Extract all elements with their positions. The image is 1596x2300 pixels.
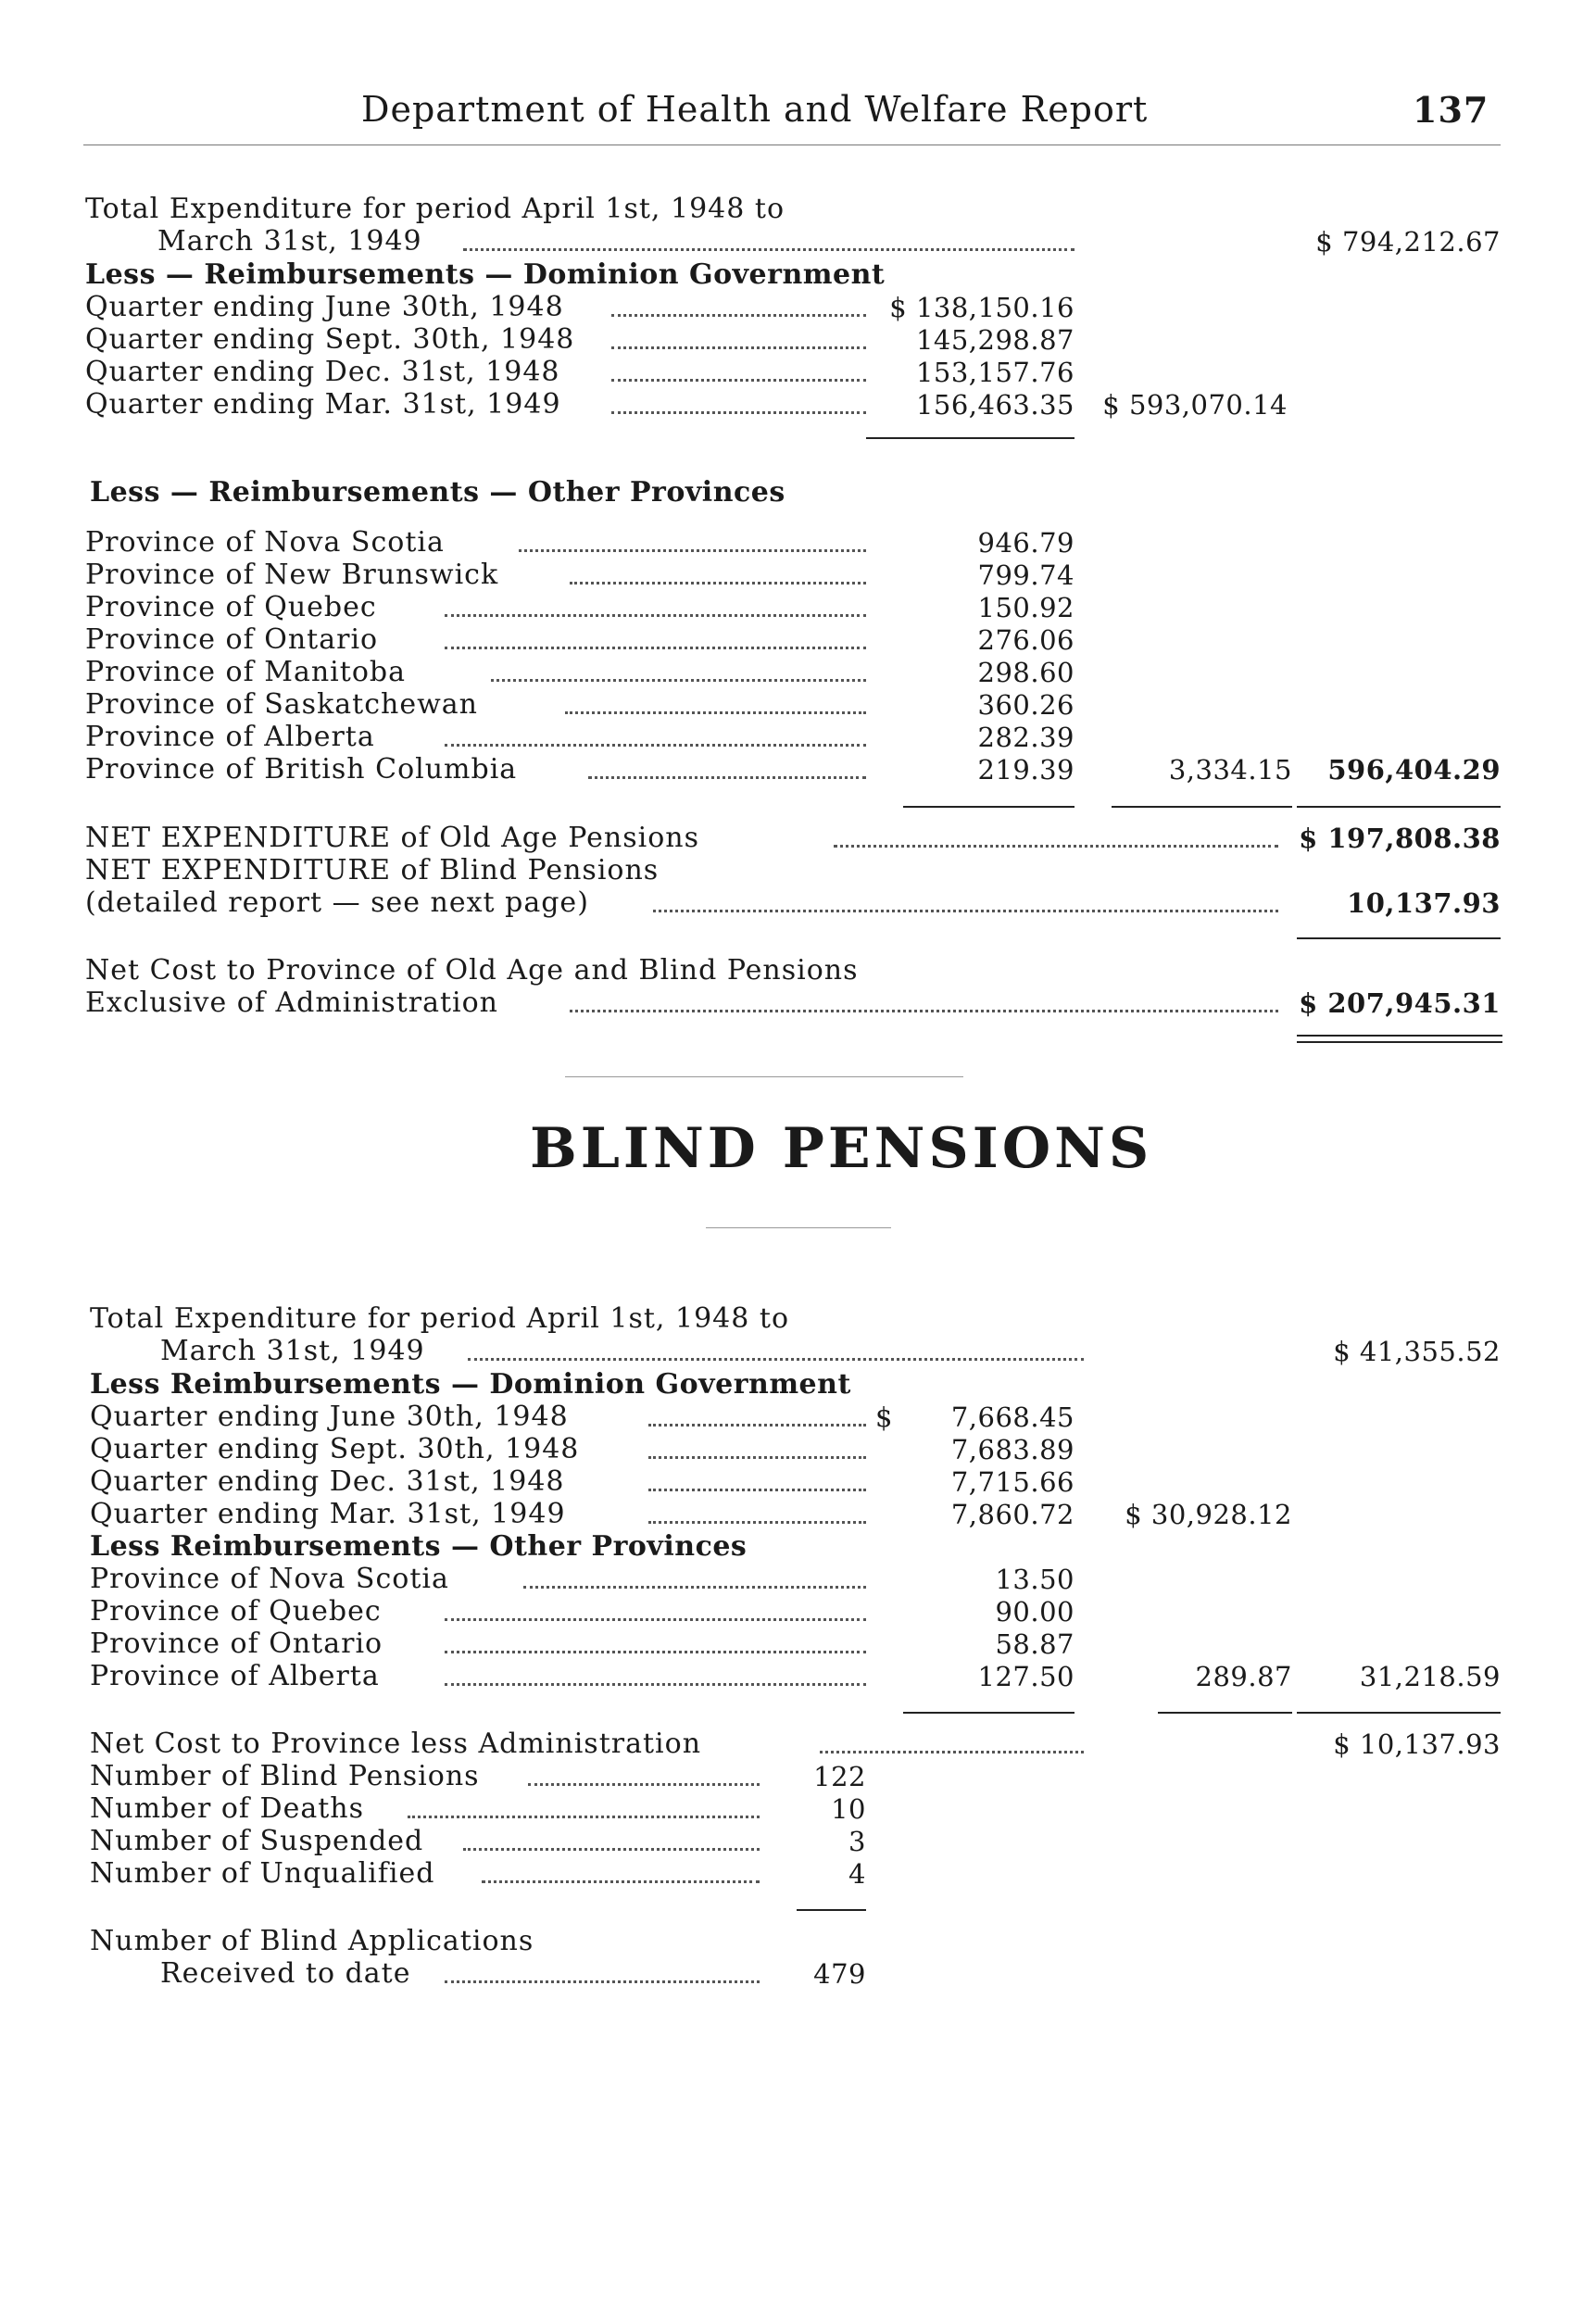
net-cost-amount: $ 207,945.31 bbox=[1299, 987, 1501, 1019]
total-rule bbox=[1297, 937, 1501, 939]
oap-dominion-amount: 145,298.87 bbox=[915, 324, 1074, 356]
oap-net-expenditure-label: NET EXPENDITURE of Old Age Pensions bbox=[85, 822, 699, 854]
oap-province-amount: 946.79 bbox=[977, 527, 1074, 559]
oap-net-expenditure-amount: $ 197,808.38 bbox=[1299, 823, 1501, 854]
dollar-sign: $ bbox=[875, 1401, 893, 1433]
oap-province-amount: 219.39 bbox=[977, 754, 1074, 786]
net-cost-label-line2: Exclusive of Administration bbox=[85, 987, 499, 1019]
blind-dominion-label: Quarter ending Dec. 31st, 1948 bbox=[90, 1465, 565, 1498]
oap-dominion-amount: 153,157.76 bbox=[915, 357, 1074, 388]
subtotal-rule bbox=[1297, 806, 1501, 808]
oap-dominion-subtotal: $ 593,070.14 bbox=[1102, 389, 1288, 421]
leader-dots bbox=[834, 845, 1278, 848]
leader-dots bbox=[648, 1424, 866, 1427]
applications-label-line1: Number of Blind Applications bbox=[90, 1925, 534, 1957]
subtotal-rule bbox=[866, 437, 1074, 439]
leader-dots bbox=[463, 248, 1074, 251]
leader-dots bbox=[611, 411, 866, 414]
blind-province-label: Province of Alberta bbox=[90, 1660, 380, 1692]
leader-dots bbox=[519, 549, 866, 552]
blind-stat-value: 4 bbox=[848, 1858, 866, 1890]
double-rule-top bbox=[1297, 1035, 1502, 1037]
blind-less-provinces-heading: Less Reimbursements — Other Provinces bbox=[90, 1530, 748, 1563]
oap-province-label: Province of Alberta bbox=[85, 721, 375, 753]
blind-province-amount: 58.87 bbox=[995, 1628, 1074, 1660]
leader-dots bbox=[611, 346, 866, 349]
leader-dots bbox=[523, 1586, 866, 1589]
oap-province-label: Province of Manitoba bbox=[85, 656, 406, 688]
leader-dots bbox=[408, 1816, 760, 1818]
section-title: BLIND PENSIONS bbox=[530, 1116, 1153, 1181]
leader-dots bbox=[445, 744, 866, 747]
oap-dominion-amount: $ 138,150.16 bbox=[889, 292, 1074, 323]
leader-dots bbox=[468, 1358, 1084, 1361]
blind-net-expenditure-label: NET EXPENDITURE of Blind Pensions bbox=[85, 854, 660, 886]
oap-provinces-subtotal: 3,334.15 bbox=[1168, 754, 1292, 786]
blind-dominion-subtotal: $ 30,928.12 bbox=[1125, 1499, 1292, 1530]
oap-total-label-line2: March 31st, 1949 bbox=[157, 225, 422, 258]
leader-dots bbox=[570, 1010, 1278, 1012]
blind-province-amount: 13.50 bbox=[995, 1564, 1074, 1595]
oap-dominion-label: Quarter ending June 30th, 1948 bbox=[85, 291, 564, 323]
subtotal-rule bbox=[797, 1909, 866, 1911]
blind-less-dominion-heading: Less Reimbursements — Dominion Government bbox=[90, 1368, 851, 1401]
leader-dots bbox=[570, 582, 866, 584]
blind-reimbursement-total: 31,218.59 bbox=[1359, 1661, 1501, 1692]
oap-province-label: Province of Nova Scotia bbox=[85, 526, 445, 559]
oap-dominion-amount: 156,463.35 bbox=[915, 389, 1074, 421]
blind-dominion-amount: 7,683.89 bbox=[950, 1434, 1074, 1465]
blind-stat-value: 10 bbox=[831, 1793, 866, 1825]
subtotal-rule bbox=[903, 806, 1074, 808]
page-number: 137 bbox=[1413, 89, 1489, 131]
subtotal-rule bbox=[1112, 806, 1292, 808]
oap-province-label: Province of New Brunswick bbox=[85, 559, 499, 591]
oap-province-amount: 276.06 bbox=[977, 624, 1074, 656]
subtotal-rule bbox=[903, 1712, 1074, 1714]
leader-dots bbox=[445, 1683, 866, 1686]
oap-province-label: Province of Saskatchewan bbox=[85, 688, 478, 721]
blind-stat-label: Number of Unqualified bbox=[90, 1857, 435, 1890]
oap-dominion-label: Quarter ending Sept. 30th, 1948 bbox=[85, 323, 575, 356]
oap-province-amount: 298.60 bbox=[977, 657, 1074, 688]
blind-stat-value: 3 bbox=[848, 1826, 866, 1857]
blind-net-cost-amount: $ 10,137.93 bbox=[1333, 1728, 1501, 1760]
blind-total-amount: $ 41,355.52 bbox=[1333, 1336, 1501, 1367]
blind-stat-value: 122 bbox=[813, 1761, 866, 1792]
leader-dots bbox=[482, 1880, 760, 1883]
leader-dots bbox=[588, 776, 866, 779]
blind-total-label-line1: Total Expenditure for period April 1st, 1948 to bbox=[90, 1302, 790, 1335]
subtotal-rule bbox=[1297, 1712, 1501, 1714]
blind-stat-label: Number of Suspended bbox=[90, 1825, 424, 1857]
oap-province-label: Province of Quebec bbox=[85, 591, 377, 623]
blind-total-label-line2: March 31st, 1949 bbox=[160, 1335, 425, 1367]
double-rule-bottom bbox=[1297, 1041, 1502, 1043]
oap-less-dominion-heading: Less — Reimbursements — Dominion Government bbox=[85, 258, 886, 291]
subtotal-rule bbox=[1158, 1712, 1292, 1714]
blind-province-amount: 127.50 bbox=[977, 1661, 1074, 1692]
blind-dominion-amount: 7,715.66 bbox=[950, 1466, 1074, 1498]
blind-dominion-amount: 7,668.45 bbox=[950, 1401, 1074, 1433]
leader-dots bbox=[611, 379, 866, 382]
running-header-title: Department of Health and Welfare Report bbox=[361, 89, 1149, 130]
blind-province-label: Province of Nova Scotia bbox=[90, 1563, 449, 1595]
oap-province-amount: 282.39 bbox=[977, 722, 1074, 753]
applications-value: 479 bbox=[813, 1958, 866, 1990]
section-divider bbox=[706, 1227, 891, 1228]
leader-dots bbox=[565, 711, 866, 714]
leader-dots bbox=[528, 1783, 760, 1786]
oap-province-amount: 360.26 bbox=[977, 689, 1074, 721]
leader-dots bbox=[445, 614, 866, 617]
blind-net-expenditure-amount: 10,137.93 bbox=[1347, 887, 1501, 919]
applications-label-line2: Received to date bbox=[160, 1957, 411, 1990]
oap-reimbursement-total: 596,404.29 bbox=[1327, 754, 1501, 786]
oap-province-amount: 799.74 bbox=[977, 559, 1074, 591]
blind-province-amount: 90.00 bbox=[995, 1596, 1074, 1628]
blind-dominion-label: Quarter ending Sept. 30th, 1948 bbox=[90, 1433, 580, 1465]
blind-dominion-label: Quarter ending June 30th, 1948 bbox=[90, 1401, 569, 1433]
leader-dots bbox=[648, 1489, 866, 1491]
section-divider bbox=[565, 1076, 963, 1077]
leader-dots bbox=[445, 1651, 866, 1653]
oap-dominion-label: Quarter ending Mar. 31st, 1949 bbox=[85, 388, 561, 421]
blind-net-expenditure-detail: (detailed report — see next page) bbox=[85, 886, 589, 919]
leader-dots bbox=[648, 1456, 866, 1459]
blind-province-label: Province of Ontario bbox=[90, 1628, 383, 1660]
blind-dominion-amount: 7,860.72 bbox=[950, 1499, 1074, 1530]
leader-dots bbox=[463, 1848, 760, 1851]
blind-stat-label: Number of Blind Pensions bbox=[90, 1760, 480, 1792]
leader-dots bbox=[611, 314, 866, 317]
net-cost-label-line1: Net Cost to Province of Old Age and Blind Pensions bbox=[85, 954, 859, 987]
blind-net-cost-label: Net Cost to Province less Administration bbox=[90, 1728, 702, 1760]
blind-stat-label: Number of Deaths bbox=[90, 1792, 365, 1825]
oap-dominion-label: Quarter ending Dec. 31st, 1948 bbox=[85, 356, 560, 388]
leader-dots bbox=[820, 1751, 1084, 1753]
leader-dots bbox=[445, 1618, 866, 1621]
oap-province-amount: 150.92 bbox=[977, 592, 1074, 623]
blind-dominion-label: Quarter ending Mar. 31st, 1949 bbox=[90, 1498, 566, 1530]
leader-dots bbox=[491, 679, 866, 682]
oap-total-label-line1: Total Expenditure for period April 1st, 1948 to bbox=[85, 193, 785, 225]
oap-less-provinces-heading: Less — Reimbursements — Other Provinces bbox=[90, 476, 785, 509]
oap-province-label: Province of Ontario bbox=[85, 623, 379, 656]
blind-province-label: Province of Quebec bbox=[90, 1595, 382, 1628]
leader-dots bbox=[445, 1980, 760, 1983]
leader-dots bbox=[445, 647, 866, 649]
blind-provinces-subtotal: 289.87 bbox=[1195, 1661, 1292, 1692]
leader-dots bbox=[648, 1521, 866, 1524]
oap-total-amount: $ 794,212.67 bbox=[1315, 226, 1501, 258]
oap-province-label: Province of British Columbia bbox=[85, 753, 518, 786]
leader-dots bbox=[653, 910, 1278, 912]
